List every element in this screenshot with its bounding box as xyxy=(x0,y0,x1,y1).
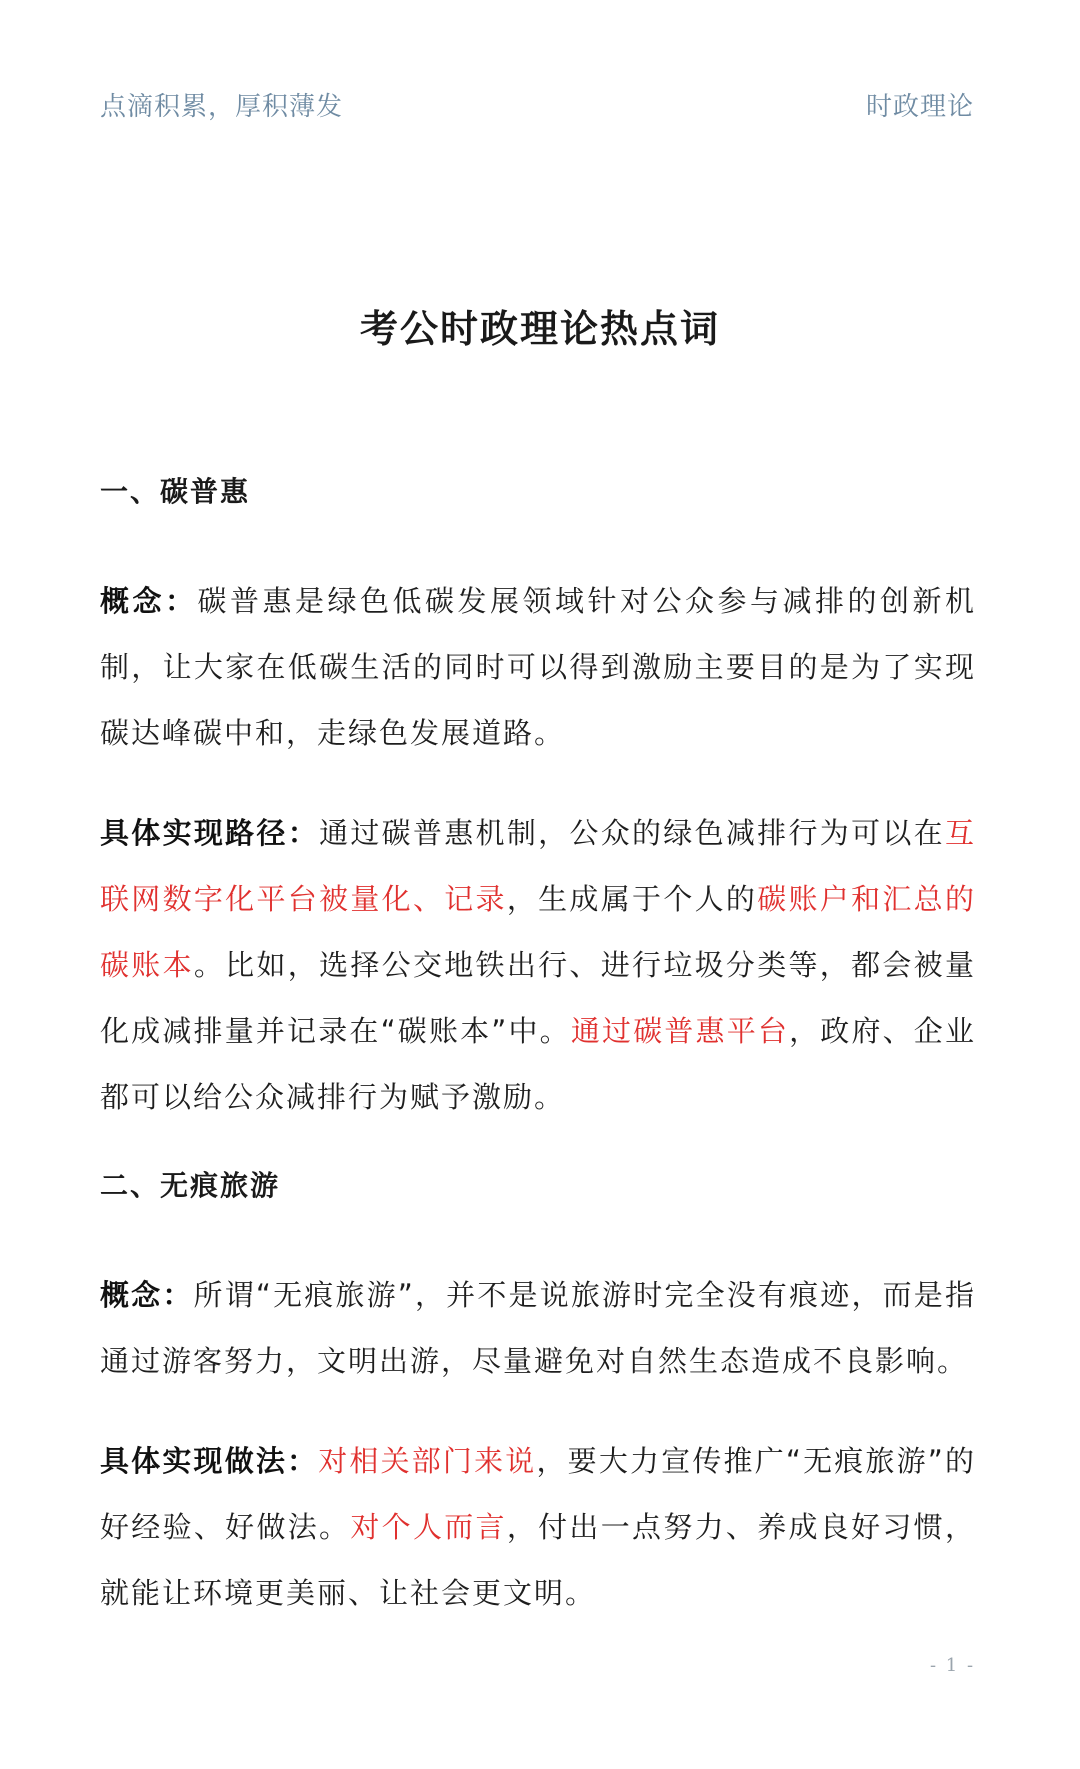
highlight-text: 碳账户和汇总的碳账本 xyxy=(100,882,976,982)
method-text: ，要大力宣传推广“无痕旅游”的好经验、好做法。 xyxy=(100,1444,976,1544)
header-motto: 点滴积累，厚积薄发 xyxy=(100,91,344,122)
document-title: 考公时政理论热点词 xyxy=(359,307,720,351)
section-heading: 一、碳普惠 xyxy=(100,475,251,508)
page-header xyxy=(100,84,974,124)
concept-text: 所谓“无痕旅游”，并不是说旅游时完全没有痕迹，而是指通过游客努力，文明出游，尽量避免对自然生态造成不良影响。 xyxy=(100,1278,976,1378)
method-label: 具体实现路径： xyxy=(100,816,320,850)
concept-label: 概念： xyxy=(100,584,198,618)
method-paragraph xyxy=(100,1428,976,1626)
highlight-text: 通过碳普惠平台 xyxy=(570,1014,790,1048)
highlight-text: 互联网数字化平台被量化、记录 xyxy=(100,816,976,916)
section-carbon-inclusion xyxy=(100,470,976,1130)
method-text: 通过碳普惠机制，公众的绿色减排行为可以在 xyxy=(319,816,945,850)
highlight-text: 对相关部门来说 xyxy=(318,1444,537,1478)
page-number: - 1 - xyxy=(930,1655,976,1676)
highlight-text: 对个人而言 xyxy=(350,1510,507,1544)
concept-text: 碳普惠是绿色低碳发展领域针对公众参与减排的创新机制，让大家在低碳生活的同时可以得到激励主要目的是为了实现碳达峰碳中和，走绿色发展道路。 xyxy=(100,584,976,750)
method-text: ，政府、企业都可以给公众减排行为赋予激励。 xyxy=(100,1014,976,1114)
method-text: 。比如，选择公交地铁出行、进行垃圾分类等，都会被量化成减排量并记录在“碳账本”中。 xyxy=(100,948,976,1048)
concept-paragraph xyxy=(100,568,976,766)
document-body xyxy=(100,470,976,1660)
section-traceless-tourism xyxy=(100,1164,976,1626)
method-paragraph xyxy=(100,800,976,1130)
section-heading: 二、无痕旅游 xyxy=(100,1169,281,1202)
method-text: ，生成属于个人的 xyxy=(506,882,758,916)
method-label: 具体实现做法： xyxy=(100,1444,319,1478)
concept-label: 概念： xyxy=(100,1278,194,1312)
header-category: 时政理论 xyxy=(865,91,974,122)
method-text: ，付出一点努力、养成良好习惯，就能让环境更美丽、让社会更文明。 xyxy=(100,1510,976,1610)
concept-paragraph xyxy=(100,1262,976,1394)
